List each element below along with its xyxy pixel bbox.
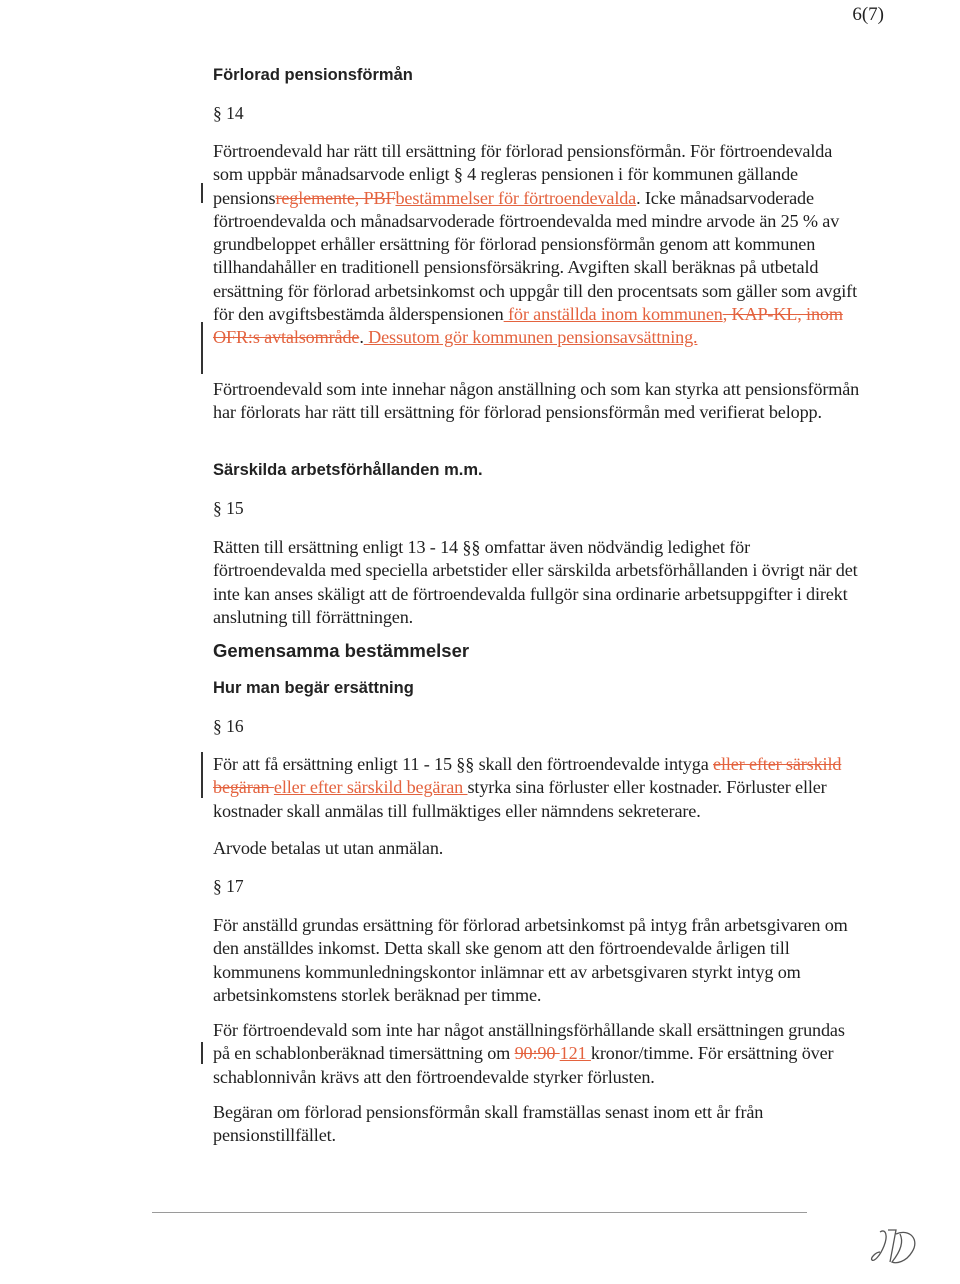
paragraph-14a (213, 140, 863, 350)
text: . Icke månadsarvoderade förtroendevalda och månadsarvoderade förtroendevalda med mindre arvode än 25 % av grundbeloppet erhåller ersättning för förlorad pensionsförmån genom att kommunen tillhandahåller en traditionell pensionsförsäkring. Avgiften skall beräknas på utbetald ersättning för förlorad arbetsinkomst och uppgår till den procentsats som gäller som avgift för den avgiftsbestämda ålderspensionen (213, 187, 857, 325)
paragraph-14b: Förtroendevald som inte innehar någon anställning och som kan styrka att pensionsförmån har förlorats har rätt till ersättning för förlorad pensionsförmån med verifierat belopp. (213, 379, 860, 423)
deleted-text: eller efter särskild begäran (213, 754, 842, 798)
change-bar (201, 183, 203, 203)
inserted-text: Dessutom gör kommunen pensionsavsättning. (363, 327, 698, 348)
paragraph-16b: Arvode betalas ut utan anmälan. (213, 838, 444, 858)
section-15: § 15 (213, 498, 244, 518)
section-14: § 14 (213, 103, 244, 123)
text: För att få ersättning enligt 11 - 15 §§ skall den förtroendevalde intyga (213, 754, 714, 774)
text: kronor/timme. För ersättning över schablonnivån krävs att den förtroendevalde styrker förlusten. (213, 1043, 834, 1087)
deleted-text: reglemente, PBF (275, 187, 396, 208)
text: Förtroendevald har rätt till ersättning för förlorad pensionsförmån. För förtroendevalda som uppbär månadsarvode enligt § 4 regleras pensionen i för kommunen gällande pensions (213, 141, 833, 208)
change-bar (201, 322, 203, 374)
page-number: 6(7) (852, 4, 884, 25)
change-bar (201, 1042, 203, 1064)
text: För förtroendevald som inte har något anställningsförhållande skall ersättningen grundas på en schablonberäknad timersättning om (213, 1020, 845, 1064)
text: styrka sina förluster eller kostnader. Förluster eller kostnader skall anmälas till fullmäktiges eller nämndens sekreterare. (213, 777, 827, 821)
inserted-text: 121 (559, 1043, 591, 1064)
inserted-text: bestämmelser för förtroendevalda (395, 187, 637, 208)
paragraph-15: Rätten till ersättning enligt 13 - 14 §§ omfattar även nödvändig ledighet för förtroendevalda med speciella arbetstider eller särskilda arbetsförhållanden i övrigt när det inte kan anses skäligt att de förtroendevalda fullgör sina ordinarie arbetsuppgifter i direkt anslutning till förrättningen. (213, 537, 858, 627)
section-16: § 16 (213, 716, 244, 736)
handwritten-initials (866, 1222, 926, 1270)
inserted-text: eller efter särskild begäran (273, 777, 468, 798)
paragraph-17c: Begäran om förlorad pensionsförmån skall framställas senast inom ett år från pensionstillfället. (213, 1102, 764, 1146)
heading-hur-man-begar-ersattning: Hur man begär ersättning (213, 679, 414, 697)
deleted-text: 90:90 (514, 1043, 560, 1064)
paragraph-17a: För anställd grundas ersättning för förlorad arbetsinkomst på intyg från arbetsgivaren om den anställdes inkomst. Detta skall ske genom att den förtroendevalde årligen till kommunens kommunledningskontor inlämnar ett av arbetsgivaren styrkt intyg om arbetsinkomstens storlek beräknad per timme. (213, 915, 848, 1005)
section-17: § 17 (213, 876, 244, 896)
heading-sarskilda-arbetsforhallanden: Särskilda arbetsförhållanden m.m. (213, 461, 483, 479)
change-bar (201, 752, 203, 798)
heading-gemensamma-bestammelser: Gemensamma bestämmelser (213, 640, 470, 661)
deleted-text: , KAP-KL, inom OFR:s avtalsområde (213, 304, 843, 348)
footer-divider (152, 1212, 807, 1213)
paragraph-16a (213, 753, 863, 823)
heading-forlorad-pensionsformaan: Förlorad pensionsförmån (213, 66, 413, 84)
inserted-text: för anställda inom kommunen (503, 304, 723, 325)
paragraph-17b (213, 1019, 863, 1089)
text: . (359, 327, 364, 348)
